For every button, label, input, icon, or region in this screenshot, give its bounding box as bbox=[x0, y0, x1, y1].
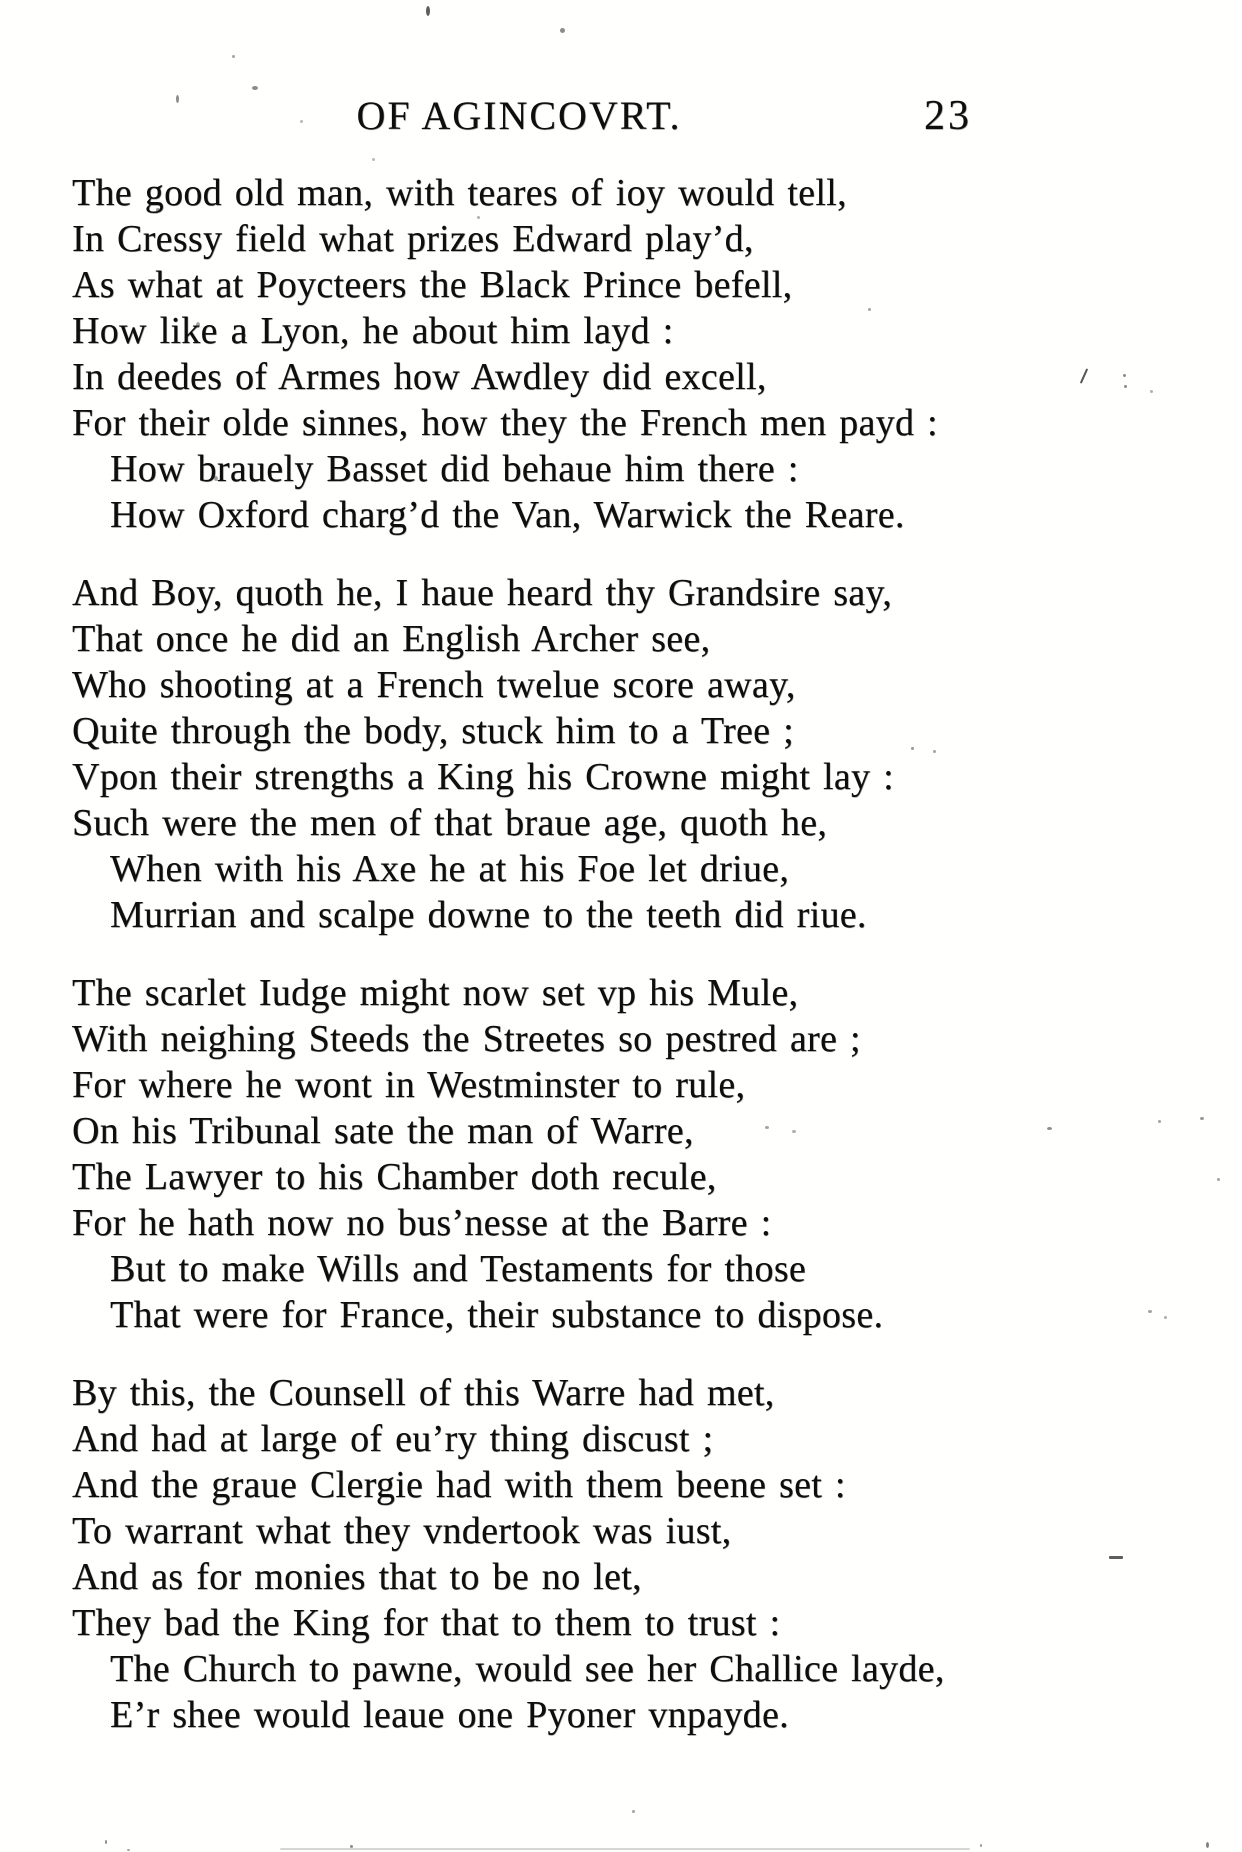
poem-line: Vpon their strengths a King his Crowne might lay : bbox=[72, 756, 894, 798]
poem-line: E’r shee would leaue one Pyoner vnpayde. bbox=[110, 1694, 789, 1736]
ink-speck bbox=[1123, 374, 1126, 377]
ink-speck bbox=[1158, 1120, 1161, 1123]
ink-speck bbox=[350, 1845, 353, 1848]
poem-line: That once he did an English Archer see, bbox=[72, 618, 711, 660]
poem-line: On his Tribunal sate the man of Warre, bbox=[72, 1110, 694, 1152]
ink-speck bbox=[980, 1844, 982, 1847]
ink-speck bbox=[1148, 1310, 1152, 1313]
ink-speck bbox=[252, 86, 258, 90]
poem-line: Murrian and scalpe downe to the teeth did riue. bbox=[110, 894, 867, 936]
running-title: OF AGINCOVRT. bbox=[356, 93, 682, 138]
ink-speck bbox=[1047, 1127, 1052, 1130]
poem-line: For their olde sinnes, how they the French men payd : bbox=[72, 402, 938, 444]
poem-line: They bad the King for that to them to trust : bbox=[72, 1602, 781, 1644]
poem-line: And as for monies that to be no let, bbox=[72, 1556, 642, 1598]
poem-line: With neighing Steeds the Streetes so pestred are ; bbox=[72, 1018, 861, 1060]
page-header bbox=[72, 92, 972, 142]
ink-speck bbox=[632, 1810, 635, 1813]
poem-line: That were for France, their substance to dispose. bbox=[110, 1294, 884, 1336]
page-number: 23 bbox=[924, 93, 972, 139]
poem-line: For where he wont in Westminster to rule, bbox=[72, 1064, 746, 1106]
ink-speck bbox=[1200, 1117, 1204, 1120]
poem-line: In deedes of Armes how Awdley did excell, bbox=[72, 356, 767, 398]
poem-line: And the graue Clergie had with them beene set : bbox=[72, 1464, 846, 1506]
poem-line: In Cressy field what prizes Edward play’d, bbox=[72, 218, 754, 260]
poem-line: Such were the men of that braue age, quoth he, bbox=[72, 802, 828, 844]
stanza bbox=[72, 1370, 1002, 1738]
poem-line: As what at Poycteers the Black Prince befell, bbox=[72, 264, 793, 306]
poem-line: And had at large of eu’ry thing discust ; bbox=[72, 1418, 714, 1460]
ink-speck bbox=[1109, 1556, 1123, 1559]
ink-speck bbox=[127, 1849, 130, 1851]
poem-line: And Boy, quoth he, I haue heard thy Grandsire say, bbox=[72, 572, 893, 614]
poem-line: Quite through the body, stuck him to a Tree ; bbox=[72, 710, 794, 752]
ink-speck bbox=[105, 1840, 107, 1844]
ink-speck bbox=[1217, 1178, 1220, 1181]
ink-speck bbox=[372, 158, 375, 161]
stanza bbox=[72, 970, 1002, 1338]
ink-speck bbox=[1206, 1842, 1209, 1848]
ink-speck bbox=[232, 55, 235, 58]
poem-line: By this, the Counsell of this Warre had met, bbox=[72, 1372, 775, 1414]
poem-line: The Lawyer to his Chamber doth recule, bbox=[72, 1156, 717, 1198]
stanza bbox=[72, 170, 1002, 538]
poem-line: How brauely Basset did behaue him there : bbox=[110, 448, 799, 490]
poem-line: For he hath now no bus’nesse at the Barre : bbox=[72, 1202, 772, 1244]
ink-speck bbox=[1124, 385, 1127, 388]
poem-line: Who shooting at a French twelue score away, bbox=[72, 664, 796, 706]
poem-line: The Church to pawne, would see her Challice layde, bbox=[110, 1648, 945, 1690]
ink-speck bbox=[1080, 368, 1088, 383]
poem-line: The scarlet Iudge might now set vp his Mule, bbox=[72, 972, 799, 1014]
stanza bbox=[72, 570, 1002, 938]
poem-body bbox=[72, 170, 1002, 1770]
ink-speck bbox=[560, 28, 565, 33]
ink-speck bbox=[426, 6, 430, 16]
poem-line: To warrant what they vndertook was iust, bbox=[72, 1510, 732, 1552]
poem-line: How Oxford charg’d the Van, Warwick the Reare. bbox=[110, 494, 905, 536]
poem-line: The good old man, with teares of ioy would tell, bbox=[72, 172, 847, 214]
poem-line: How like a Lyon, he about him layd : bbox=[72, 310, 674, 352]
poem-line: But to make Wills and Testaments for those bbox=[110, 1248, 807, 1290]
poem-line: When with his Axe he at his Foe let driue, bbox=[110, 848, 790, 890]
ink-speck bbox=[1164, 1316, 1167, 1319]
ink-speck bbox=[1150, 390, 1153, 393]
ink-speck bbox=[280, 1848, 970, 1850]
